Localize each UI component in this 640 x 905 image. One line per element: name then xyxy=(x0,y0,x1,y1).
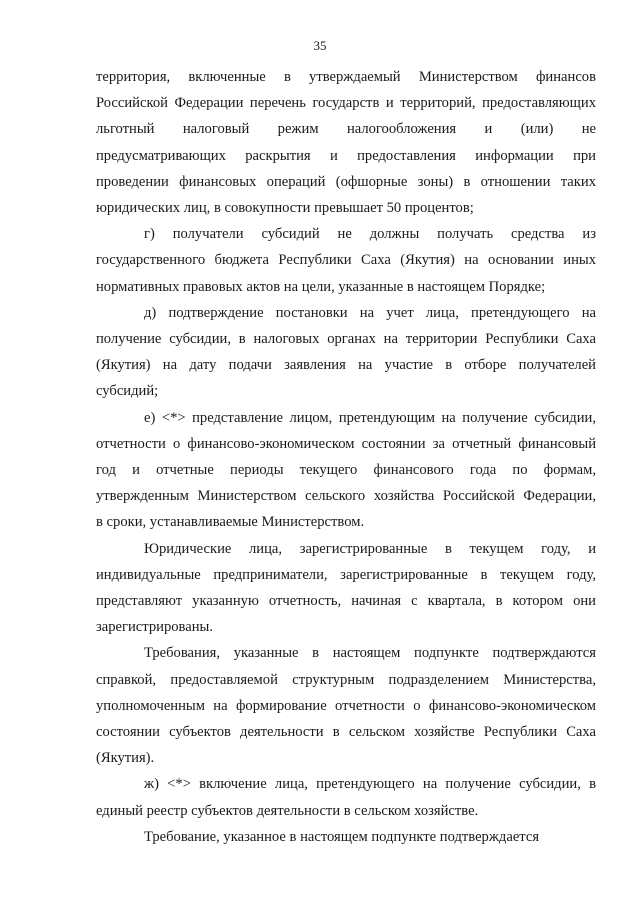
text-line: ж) <*> включение лица, претендующего на получение субсидии, в xyxy=(144,776,596,793)
text-line: Требования, указанные в настоящем подпункте подтверждаются xyxy=(144,645,596,662)
paragraph xyxy=(96,771,596,823)
paragraph xyxy=(96,824,596,850)
text-line: отчетности о финансово-экономическом состоянии за отчетный финансовый xyxy=(96,435,596,452)
document-body xyxy=(96,64,596,850)
text-line: утвержденным Министерством сельского хозяйства Российской Федерации, xyxy=(96,488,596,505)
text-line: е) <*> представление лицом, претендующим на получение субсидии, xyxy=(144,409,596,426)
text-line: представляют указанную отчетность, начиная с квартала, в котором они xyxy=(96,593,596,610)
text-line: проведении финансовых операций (офшорные зоны) в отношении таких xyxy=(96,173,596,190)
text-line: Требование, указанное в настоящем подпункте подтверждается xyxy=(144,828,540,845)
text-line: в сроки, устанавливаемые Министерством. xyxy=(96,514,365,531)
text-line: территория, включенные в утверждаемый Министерством финансов xyxy=(96,69,596,85)
text-line: государственного бюджета Республики Саха (Якутия) на основании иных xyxy=(96,252,596,269)
paragraph xyxy=(96,640,596,771)
text-line: Юридические лица, зарегистрированные в текущем году, и xyxy=(144,540,596,557)
text-line: единый реестр субъектов деятельности в сельском хозяйстве. xyxy=(96,802,479,819)
text-line: льготный налоговый режим налогообложения и (или) не xyxy=(96,121,596,138)
text-line: год и отчетные периоды текущего финансового года по формам, xyxy=(96,462,596,479)
text-line: состоянии субъектов деятельности в сельском хозяйстве Республики Саха xyxy=(96,724,596,741)
text-line: (Якутия). xyxy=(96,750,155,767)
paragraph xyxy=(96,221,596,300)
paragraph xyxy=(96,64,596,221)
paragraph xyxy=(96,300,596,405)
text-line: д) подтверждение постановки на учет лица, претендующего на xyxy=(144,304,596,321)
text-line: уполномоченным на формирование отчетности о финансово-экономическом xyxy=(96,697,596,714)
page-number: 35 xyxy=(313,38,327,53)
text-line: справкой, предоставляемой структурным подразделением Министерства, xyxy=(96,671,596,688)
text-line: субсидий; xyxy=(96,383,159,400)
text-line: индивидуальные предприниматели, зарегистрированные в текущем году, xyxy=(96,566,596,583)
text-line: юридических лиц, в совокупности превышает 50 процентов; xyxy=(96,200,474,217)
text-line: нормативных правовых актов на цели, указанные в настоящем Порядке; xyxy=(96,278,546,295)
paragraph xyxy=(96,405,596,536)
text-line: г) получатели субсидий не должны получать средства из xyxy=(144,226,596,243)
text-line: зарегистрированы. xyxy=(96,619,213,636)
text-line: (Якутия) на дату подачи заявления на участие в отборе получателей xyxy=(96,357,596,374)
text-line: получение субсидии, в налоговых органах на территории Республики Саха xyxy=(96,331,596,348)
text-line: предусматривающих раскрытия и предоставления информации при xyxy=(96,147,596,164)
paragraph xyxy=(96,536,596,641)
text-line: Российской Федерации перечень государств и территорий, предоставляющих xyxy=(96,95,596,112)
